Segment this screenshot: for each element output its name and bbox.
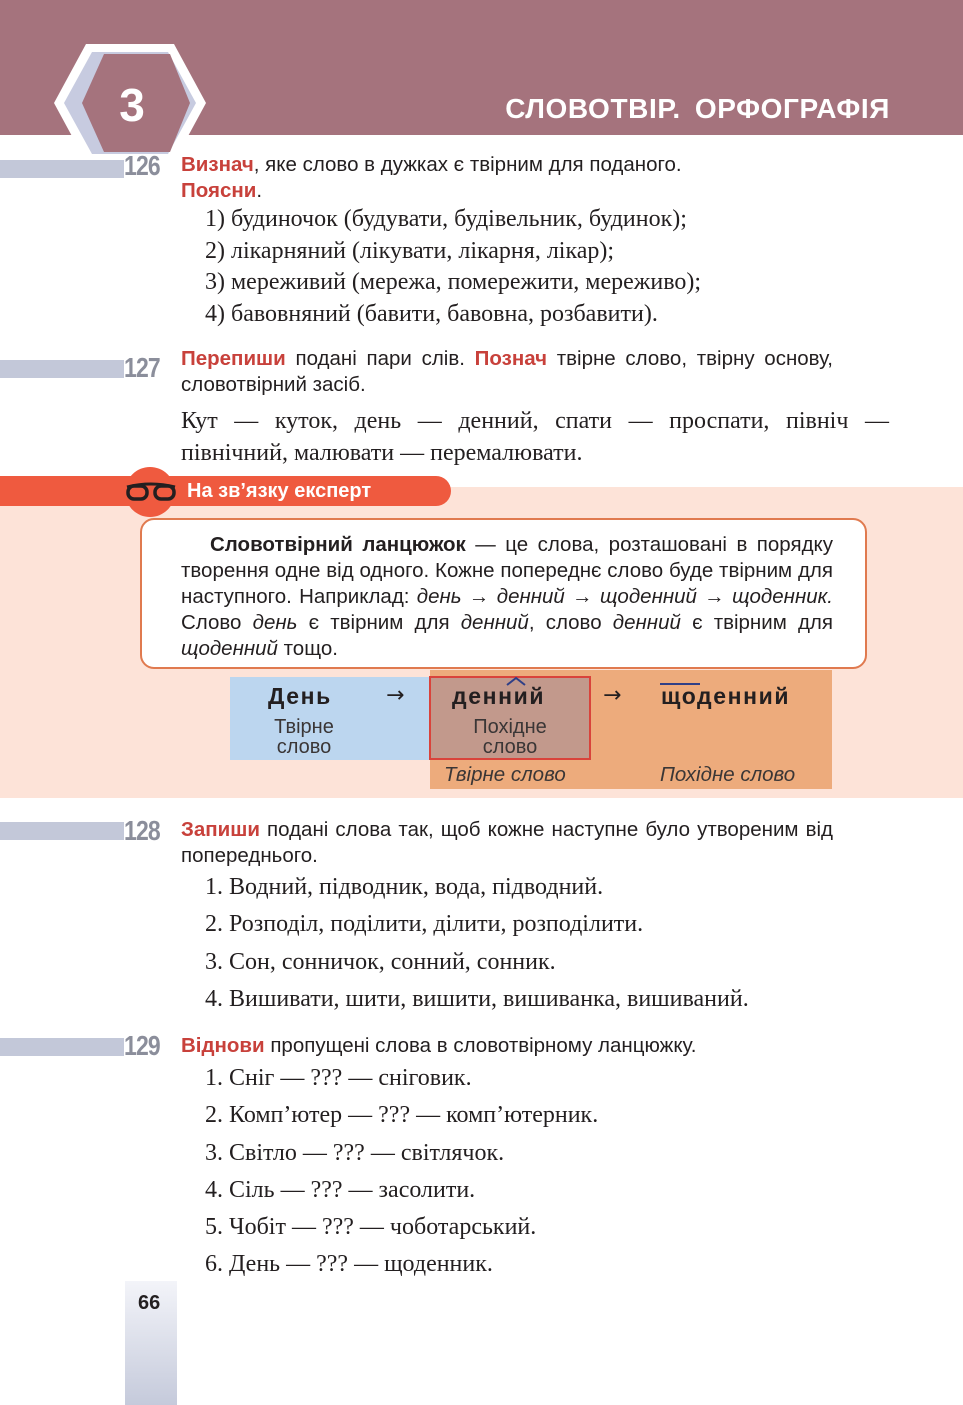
exercise-bar xyxy=(0,160,124,178)
list-item: 6. День — ??? — щоденник. xyxy=(205,1251,493,1278)
exercise-bar xyxy=(0,822,124,840)
rule-text-part: є твірним для xyxy=(680,611,833,634)
rule-text-part: , слово xyxy=(528,611,613,634)
word-pairs-text: Кут — куток, день — денний, спати — проспати, північ — північний, малювати — перемалювати. xyxy=(181,408,889,466)
list-item: 3. Світло — ??? — світлячок. xyxy=(205,1139,505,1166)
expert-label: На зв’язку експерт xyxy=(187,480,372,502)
list-item: 4. Вишивати, шити, вишити, вишиванка, вишиваний. xyxy=(205,985,749,1012)
chapter-title-part: СЛОВОТВІР. xyxy=(505,93,681,124)
exercise-instruction xyxy=(181,1033,833,1059)
rule-text-part: тощо. xyxy=(277,637,338,660)
instruction-text: . xyxy=(256,179,263,202)
glasses-icon xyxy=(125,478,177,504)
rule-example: щоденний xyxy=(599,585,697,608)
rule-arrow: → xyxy=(461,585,497,608)
list-item: 2. Комп’ютер — ??? — комп’ютерник. xyxy=(205,1102,599,1129)
exercise-number: 129 xyxy=(124,1030,160,1061)
exercise-instruction xyxy=(181,346,833,398)
rule-example: щоденний xyxy=(181,637,278,660)
instruction-verb: Запиши xyxy=(181,818,260,841)
rule-example: денний xyxy=(496,585,565,608)
instruction-text: пропущені слова в словотвірному ланцюжку. xyxy=(264,1034,697,1057)
instruction-text: твірне слово, твірну основу, словотвірний засіб. xyxy=(181,347,834,396)
chapter-number: 3 xyxy=(119,79,145,131)
exercise-bar xyxy=(0,360,124,378)
rule-arrow: → xyxy=(564,585,600,608)
instruction-verb: Перепиши xyxy=(181,347,286,370)
exercise-item-list xyxy=(205,206,701,332)
exercise-bar xyxy=(0,1038,124,1056)
list-item: 1. Сніг — ??? — сніговик. xyxy=(205,1065,472,1091)
rule-text-part: Слово xyxy=(181,611,253,634)
exercise-instruction xyxy=(181,817,833,869)
instruction-text: подані слова так, щоб кожне наступне було утвореним від попереднього. xyxy=(181,818,833,867)
exercise-instruction xyxy=(181,152,833,204)
chain-bottom-label-derived: Похідне слово xyxy=(660,763,796,786)
exercise-number: 126 xyxy=(124,150,160,181)
rule-example: → щоденник. xyxy=(704,585,833,608)
list-item: 3. Сон, сонничок, сонний, сонник. xyxy=(205,948,556,975)
list-item: 2) лікарняний (лікувати, лікарня, лікар); xyxy=(205,237,615,264)
chain-word-derived: щоденний xyxy=(661,683,791,709)
chain-label-derived: Похідне слово xyxy=(473,716,547,758)
list-item: 5. Чобіт — ??? — чоботарський. xyxy=(205,1214,537,1241)
rule-example: денний xyxy=(612,611,681,634)
rule-text-part: є твірним для xyxy=(297,611,461,634)
chain-label-base: Твірне слово xyxy=(274,716,334,758)
list-item: 3) мереживий (мережа, помережити, мереживо); xyxy=(205,269,702,295)
rule-example: день xyxy=(252,611,298,634)
list-item: 1) будиночок (будувати, будівельник, будинок); xyxy=(205,206,687,232)
instruction-verb: Визнач xyxy=(181,153,254,176)
chain-bottom-label-base: Твірне слово xyxy=(444,763,566,786)
rule-text xyxy=(181,532,833,662)
exercise-item-list xyxy=(205,1065,598,1289)
exercise-number: 128 xyxy=(124,815,160,846)
instruction-text: , яке слово в дужках є твірним для поданого. xyxy=(253,153,682,176)
list-item: 4) бавовняний (бавити, бавовна, розбавити). xyxy=(205,300,658,327)
instruction-verb: Віднови xyxy=(181,1034,265,1057)
chapter-title-part: ОРФОГРАФІЯ xyxy=(694,93,890,124)
list-item: 2. Розподіл, поділити, ділити, розподілити. xyxy=(205,911,644,938)
chain-arrow: → xyxy=(386,683,405,708)
instruction-verb: Познач xyxy=(474,347,548,370)
chain-arrow: → xyxy=(603,683,622,708)
exercise-item-list xyxy=(205,874,749,1023)
chain-word-middle: денний xyxy=(452,683,546,709)
instruction-verb: Поясни xyxy=(181,179,257,202)
instruction-text: подані пари слів. xyxy=(285,347,475,370)
exercise-number: 127 xyxy=(124,352,160,383)
rule-example: день xyxy=(416,585,462,608)
chapter-title xyxy=(505,93,890,125)
rule-term: Словотвірний ланцюжок xyxy=(210,533,466,556)
list-item: 1. Водний, підводник, вода, підводний. xyxy=(205,874,604,900)
prefix-mark-icon xyxy=(660,683,700,685)
chain-word-base: День xyxy=(268,683,332,709)
rule-example: денний xyxy=(460,611,529,634)
list-item: 4. Сіль — ??? — засолити. xyxy=(205,1176,476,1203)
suffix-mark-icon xyxy=(505,676,527,686)
rule-text-part: — це слова, розташовані в порядку творення одне від одного. Кожне попереднє слово буде твірним для наступного. Наприклад: xyxy=(181,533,833,608)
page-number: 66 xyxy=(138,1292,161,1314)
